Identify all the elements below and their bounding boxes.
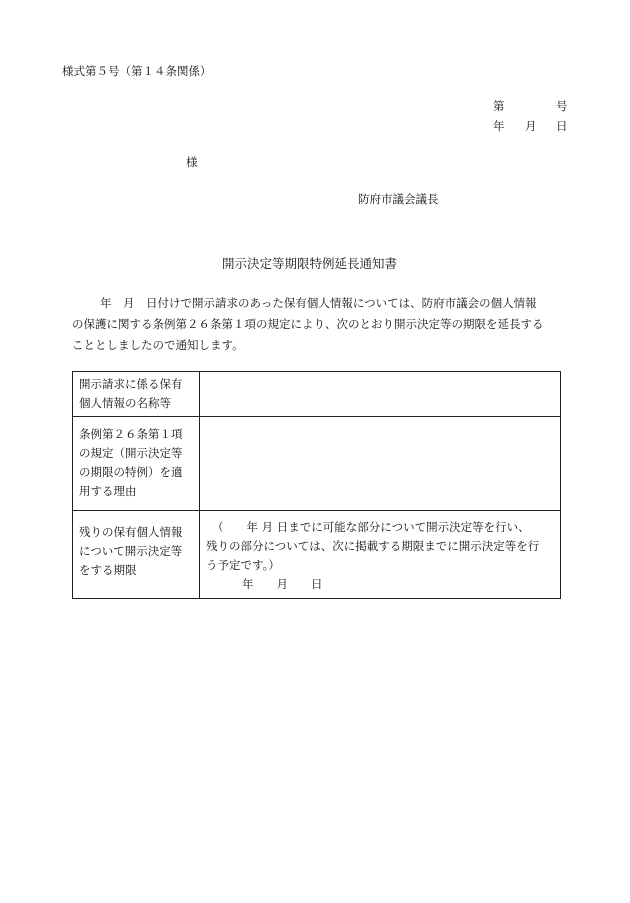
addressee-suffix: 様	[186, 155, 198, 169]
doc-date-gatsu: 月	[525, 119, 537, 133]
row2-label-line2: の規定（開示決定等	[79, 446, 183, 460]
row2-value	[200, 417, 561, 511]
row2-label-line4: 用する理由	[79, 484, 137, 498]
row3-label-line3: をする期限	[79, 563, 137, 577]
document-title: 開示決定等期限特例延長通知書	[222, 256, 398, 271]
body-line-1: 年 月 日付けで開示請求のあった保有個人情報については、防府市議会の個人情報	[100, 296, 537, 310]
doc-date-nichi: 日	[556, 119, 568, 133]
row3-value-line2: 残りの部分については、次に掲載する期限までに開示決定等を行	[206, 539, 540, 553]
row2-label-line1: 条例第２６条第１項	[79, 427, 183, 441]
row2-label	[73, 417, 200, 511]
row3-value-line1: （ 年 月 日までに可能な部分について開示決定等を行い、	[212, 520, 530, 534]
row1-label-line1: 開示請求に係る保有	[79, 377, 183, 391]
table-row	[73, 511, 561, 599]
doc-number-dai: 第	[493, 99, 505, 113]
row3-label	[73, 511, 200, 599]
table-row	[73, 417, 561, 511]
row1-label-line2: 個人情報の名称等	[79, 396, 171, 410]
row1-label	[73, 372, 200, 417]
body-line-2: の保護に関する条例第２６条第１項の規定により、次のとおり開示決定等の期限を延長する	[72, 317, 544, 331]
row3-label-line2: について開示決定等	[79, 544, 183, 558]
form-label: 様式第５号（第１４条関係）	[62, 64, 212, 78]
info-table	[72, 371, 561, 599]
doc-date-nen: 年	[493, 119, 505, 133]
table-row	[73, 372, 561, 417]
row3-value-line3: う予定です。）	[206, 558, 280, 572]
row3-label-line1: 残りの保有個人情報	[79, 525, 183, 539]
doc-number-go: 号	[556, 99, 568, 113]
row3-value	[200, 511, 561, 599]
row1-value	[200, 372, 561, 417]
row2-label-line3: の期限の特例）を適	[79, 465, 183, 479]
sender-name: 防府市議会議長	[358, 192, 439, 206]
body-line-3: こととしましたので通知します。	[72, 338, 244, 352]
row3-value-date: 年 月 日	[242, 577, 323, 591]
